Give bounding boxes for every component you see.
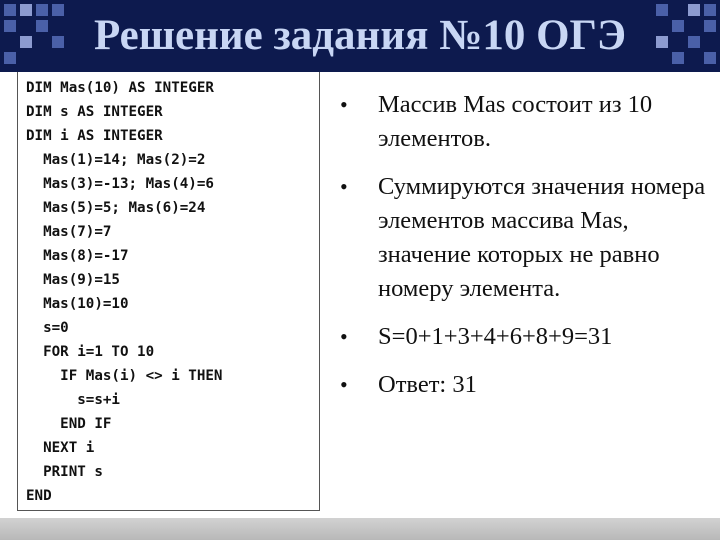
bullet-text: Ответ: 31 [378,371,477,398]
code-line: PRINT s [26,464,103,480]
bullet-text: Суммируются значения номера элементов массива Mas, значение которых не равно номеру элемента. [378,173,706,302]
bullet-marker: • [340,324,348,349]
code-line: Mas(3)=-13; Mas(4)=6 [26,176,214,192]
bullet-item [340,88,710,156]
code-line: Mas(10)=10 [26,296,129,312]
bullet-text: Массив Mas состоит из 10 элементов. [378,91,653,152]
bullet-marker: • [340,372,348,397]
code-line: Mas(9)=15 [26,272,120,288]
code-line: IF Mas(i) <> i THEN [26,368,223,384]
bullet-marker: • [340,174,348,199]
code-line: END IF [26,416,112,432]
code-line: NEXT i [26,440,95,456]
code-line: Mas(7)=7 [26,224,112,240]
title-bar [0,0,720,72]
code-line: DIM i AS INTEGER [26,128,163,144]
code-line: s=0 [26,320,69,336]
code-line: Mas(1)=14; Mas(2)=2 [26,152,206,168]
bullet-item [340,170,710,306]
bullet-marker: • [340,92,348,117]
code-line: END [26,488,52,504]
bullet-item [340,320,710,354]
code-line: s=s+i [26,392,120,408]
bullet-list [340,88,710,416]
code-line: DIM Mas(10) AS INTEGER [26,80,214,96]
code-line: Mas(5)=5; Mas(6)=24 [26,200,206,216]
code-line: DIM s AS INTEGER [26,104,163,120]
bullet-text: S=0+1+3+4+6+8+9=31 [378,323,613,350]
code-line: FOR i=1 TO 10 [26,344,155,360]
bullet-item [340,368,710,402]
slide-title: Решение задания №10 ОГЭ [93,12,627,59]
code-listing [17,72,320,511]
bottom-strip [0,518,720,540]
code-line: Mas(8)=-17 [26,248,129,264]
